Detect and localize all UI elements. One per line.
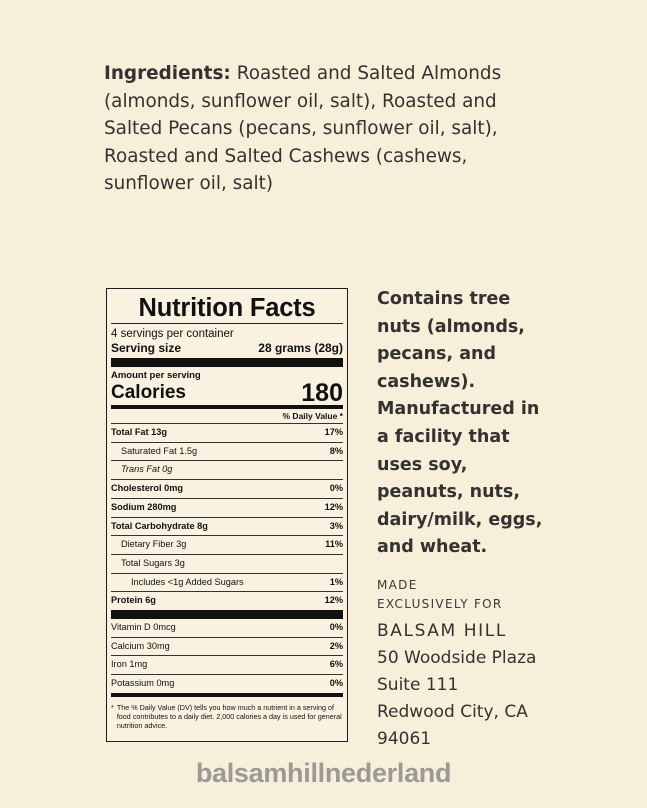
address-line: 50 Woodside Plaza [377, 648, 537, 668]
address-line: Redwood City, CA [377, 702, 528, 722]
nutrient-row-total-fat [111, 423, 343, 442]
nutrient-row-protein [111, 591, 343, 610]
nutrient-value: 1% [329, 576, 343, 587]
serving-size-label: Serving size [111, 341, 182, 355]
nutrient-value: 12% [324, 595, 343, 606]
vitamin-value: 0% [329, 678, 343, 689]
footnote-text: The % Daily Value (DV) tells you how much a nutrient in a serving of food contributes to a daily diet. 2,000 calories a day is used for general nutrition advice. [116, 702, 342, 731]
nutrient-label: Trans Fat 0g [121, 464, 173, 475]
daily-value-footnote [111, 703, 343, 731]
nutrient-label: Saturated Fat 1.5g [121, 445, 198, 456]
allergen-statement: Contains tree nuts (almonds, pecans, and cashews). Manufactured in a facility that uses soy, peanuts, nuts, dairy/milk, eggs, and wheat. [377, 289, 543, 558]
nutrient-value: 3% [329, 520, 343, 531]
servings-per-container: 4 servings per container [111, 328, 234, 340]
nutrient-row-total-carbohydrate [111, 517, 343, 536]
nutrient-value: 12% [324, 501, 343, 512]
vitamin-label: Vitamin D 0mcg [111, 622, 176, 633]
nutrient-value: 11% [325, 539, 343, 550]
calories-label: Calories [111, 382, 186, 403]
serving-size-value: 28 grams (28g) [258, 341, 343, 355]
nutrition-facts-panel [106, 288, 348, 742]
nutrient-row-trans-fat [111, 460, 343, 479]
nutrient-label: Includes <1g Added Sugars [131, 576, 244, 587]
vitamin-row-potassium [111, 674, 343, 693]
address-line: Suite 111 [377, 675, 459, 695]
made-for-label [377, 576, 503, 614]
nutrient-label: Total Fat 13g [111, 427, 167, 437]
vitamin-value: 2% [329, 640, 343, 651]
nutrient-row-sodium [111, 498, 343, 517]
nutrition-facts-title: Nutrition Facts [138, 294, 316, 322]
exclusively-for-label: EXCLUSIVELY FOR [377, 597, 503, 611]
company-address [377, 645, 536, 753]
divider [111, 323, 343, 324]
nutrient-label: Sodium 280mg [111, 501, 177, 512]
calories-value: 180 [301, 379, 343, 407]
vitamin-value: 0% [329, 622, 343, 633]
nutrient-label: Total Sugars 3g [121, 557, 185, 568]
nutrient-label: Dietary Fiber 3g [121, 539, 187, 550]
vitamin-row-iron [111, 655, 343, 674]
nutrient-row-total-sugars [111, 554, 343, 573]
nutrient-label: Cholesterol 0mg [111, 483, 183, 494]
serving-size-row [111, 341, 343, 356]
nutrient-row-added-sugars [111, 573, 343, 592]
vitamin-value: 6% [329, 659, 343, 670]
nutrient-row-saturated-fat [111, 442, 343, 461]
nutrient-value: 17% [324, 427, 343, 437]
address-line: 94061 [377, 729, 432, 749]
nutrient-value: 8% [329, 445, 343, 456]
calories-row [111, 381, 343, 405]
ingredients-text: Roasted and Salted Almonds (almonds, sunflower oil, salt), Roasted and Salted Pecans (pecans, sunflower oil, salt), Roasted and Salted Cashews (cashews, sunflower oil, salt) [104, 63, 502, 194]
watermark-text: balsamhillnederland [195, 758, 452, 788]
made-label: MADE [377, 578, 418, 592]
ingredients-label: Ingredients: [104, 63, 231, 84]
vitamin-label: Potassium 0mg [111, 678, 175, 689]
daily-value-header: % Daily Value * [282, 411, 343, 421]
nutrient-label: Protein 6g [111, 595, 156, 606]
amount-per-serving: Amount per serving [111, 370, 201, 381]
divider [111, 693, 343, 697]
nutrient-row-cholesterol [111, 479, 343, 498]
nutrient-label: Total Carbohydrate 8g [111, 520, 208, 531]
vitamin-label: Iron 1mg [111, 659, 148, 670]
ingredients-block [104, 60, 524, 198]
footnote-star: * [111, 702, 114, 712]
nutrient-row-dietary-fiber [111, 535, 343, 554]
vitamin-row-vitamin-d [111, 619, 343, 637]
divider [111, 610, 343, 619]
company-name: BALSAM HILL [377, 621, 507, 641]
vitamin-row-calcium [111, 637, 343, 656]
nutrient-value: 0% [329, 483, 343, 494]
divider [111, 358, 343, 367]
vitamin-label: Calcium 30mg [111, 640, 170, 651]
